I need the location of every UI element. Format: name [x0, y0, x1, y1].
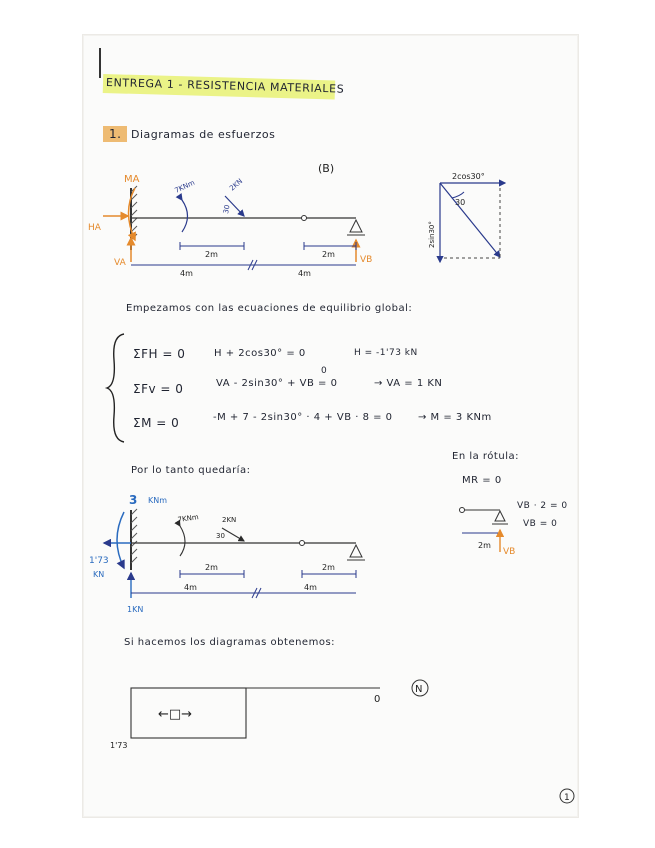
result-m: → M = 3 KNm: [418, 412, 492, 423]
section-title: Diagramas de esfuerzos: [131, 128, 276, 141]
page-header-title: ENTREGA 1 - RESISTENCIA MATERIALES: [105, 76, 345, 96]
equation-brace: [107, 334, 124, 442]
diagrams-intro: Si hacemos los diagramas obtenemos:: [124, 637, 336, 648]
vb-zero-mark: 0: [321, 366, 328, 376]
label-HA: HA: [88, 223, 101, 233]
diagram2-h-value: 1'73: [89, 556, 109, 566]
label-load-moment: 7KNm: [173, 178, 196, 195]
diagram2-dim-2m-left: 2m: [205, 563, 218, 572]
rotula-vb: VB: [503, 547, 516, 557]
axial-badge: N: [415, 684, 423, 695]
axial-zero: 0: [374, 694, 381, 705]
label-VA: VA: [114, 258, 126, 268]
decomp-top-label: 2cos30°: [452, 172, 485, 181]
label-VB: VB: [360, 255, 373, 265]
force-decomposition: [440, 183, 505, 262]
label-MA: MA: [124, 174, 140, 185]
label-angle: 30: [222, 204, 232, 215]
diagram2-moment-value: 3: [129, 493, 138, 507]
equations-intro: Empezamos con las ecuaciones de equilibrio global:: [126, 303, 413, 314]
equation-sum-h: ΣFH = 0: [133, 347, 186, 361]
diagram2-moment-unit: KNm: [148, 496, 168, 505]
rotula-eq2: VB = 0: [523, 519, 558, 529]
dim-4m-right: 4m: [298, 269, 311, 278]
rotula-mr: MR = 0: [462, 475, 502, 486]
label-load-force: 2KN: [228, 177, 245, 193]
diagram2-intro: Por lo tanto quedaría:: [131, 465, 251, 476]
rotula-title: En la rótula:: [452, 451, 519, 462]
label-B: (B): [318, 162, 335, 175]
rotula-dim: 2m: [478, 541, 491, 550]
section-number: 1.: [109, 127, 122, 141]
dim-4m-left: 4m: [180, 269, 193, 278]
dim-2m-right: 2m: [322, 250, 335, 259]
decomp-side-label: 2sin30°: [428, 221, 436, 248]
diagram2-h-unit: KN: [93, 570, 105, 579]
diagram2-angle: 30: [216, 532, 225, 540]
diagram2-v-value: 1KN: [127, 605, 144, 614]
equation-v: VA - 2sin30° + VB = 0: [216, 378, 338, 389]
equation-m: -M + 7 - 2sin30° · 4 + VB · 8 = 0: [213, 412, 393, 423]
result-h: H = -1'73 kN: [354, 348, 418, 358]
equation-sum-m: ΣM = 0: [133, 416, 180, 430]
diagram2-dim-4m-left: 4m: [184, 583, 197, 592]
diagram2-load-moment: 7KNm: [177, 513, 200, 524]
axial-box-symbol: ←□→: [158, 707, 193, 722]
dim-2m-left: 2m: [205, 250, 218, 259]
diagram2-load-force: 2KN: [222, 516, 237, 524]
equation-sum-v: ΣFv = 0: [133, 382, 184, 396]
axial-value: 1'73: [110, 741, 128, 750]
rotula-eq1: VB · 2 = 0: [517, 501, 568, 511]
page-number: 1: [564, 793, 570, 803]
result-va: → VA = 1 KN: [374, 378, 443, 389]
equation-h: H + 2cos30° = 0: [214, 348, 306, 359]
diagram2-dim-4m-right: 4m: [304, 583, 317, 592]
diagram2-dim-2m-right: 2m: [322, 563, 335, 572]
decomp-angle-label: 30: [455, 198, 466, 207]
